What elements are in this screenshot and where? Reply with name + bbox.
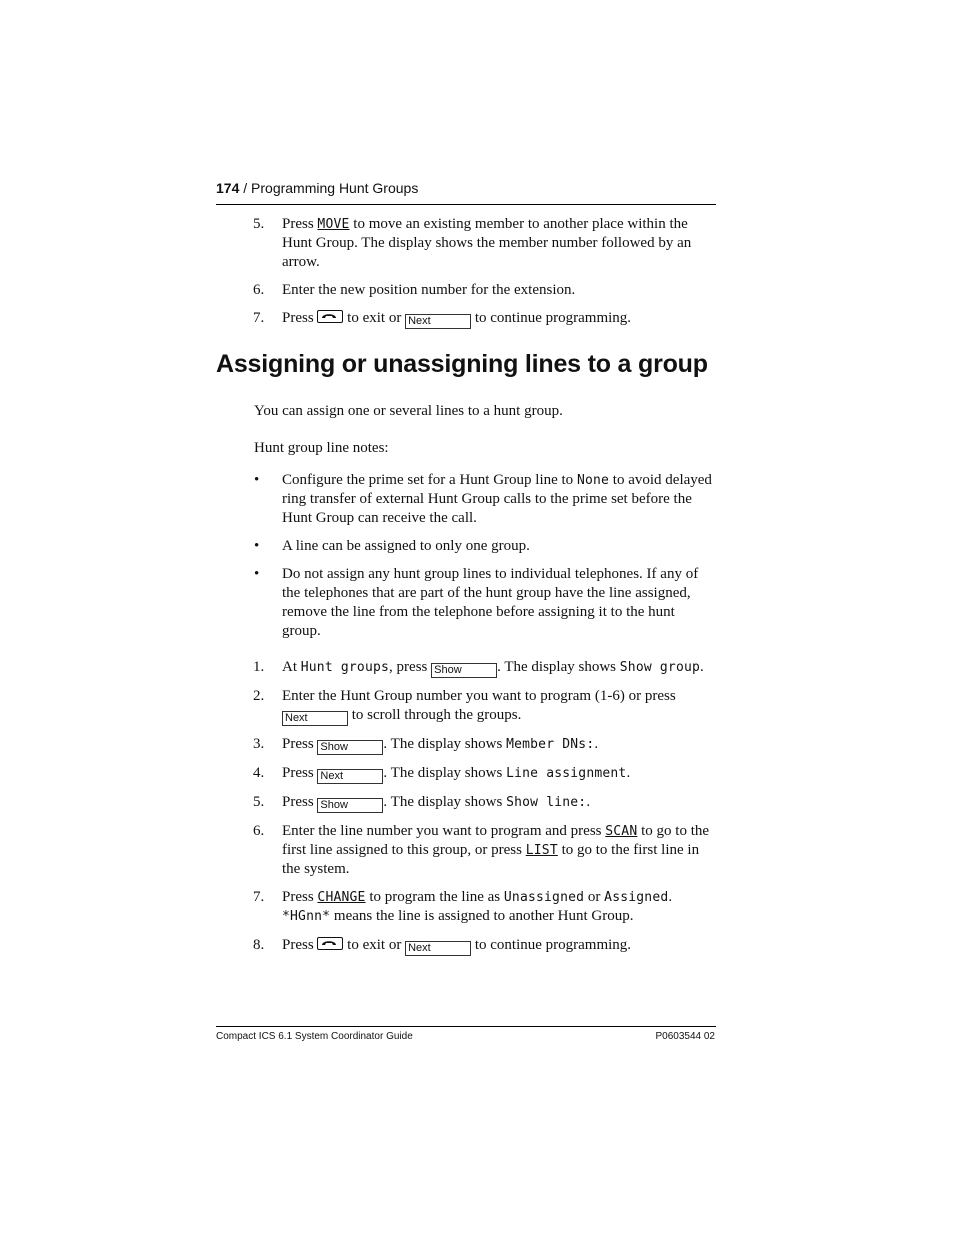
continued-steps (216, 215, 716, 329)
step-5-move: 5. Press MOVE to move an existing member to another place within the Hunt Group. The display shows the member number followed by an arrow. (253, 216, 692, 270)
step-6-position: 6. Enter the new position number for the extension. (253, 282, 576, 298)
page-header (216, 180, 716, 205)
telephone-handset-release-icon (317, 310, 343, 323)
note-prime-set: • Configure the prime set for a Hunt Group line to None to avoid delayed ring transfer of external Hunt Group calls to the prime set before the Hunt Group can receive the call. (254, 472, 712, 526)
note-one-group: • A line can be assigned to only one group. (254, 538, 530, 554)
section-title: / Programming Hunt Groups (243, 180, 419, 196)
step-2: 2. Enter the Hunt Group number you want to program (1-6) or press Next to scroll through the groups. (253, 688, 676, 724)
next-softkey: Next (405, 941, 471, 956)
step-6: 6. Enter the line number you want to program and press SCAN to go to the first line assigned to this group, or press LIST to go to the first line in the system. (253, 823, 710, 877)
show-softkey: Show (431, 663, 497, 678)
notes-list (216, 471, 716, 641)
page-footer (216, 1026, 716, 1042)
next-softkey: Next (282, 711, 348, 726)
procedure-steps (216, 658, 716, 956)
step-7-exit: 7. Press to exit or Next to continue programming. (253, 310, 632, 327)
next-softkey: Next (317, 769, 383, 784)
telephone-handset-release-icon (317, 937, 343, 950)
footer-doc-number: P0603544 02 (655, 1031, 715, 1042)
next-softkey: Next (405, 314, 471, 329)
page-number: 174 (216, 180, 240, 196)
step-8: 8. Press to exit or Next to continue programming. (253, 937, 632, 954)
notes-label: Hunt group line notes: (254, 440, 389, 456)
move-softkey-label: MOVE (317, 217, 350, 232)
step-7: 7. Press CHANGE to program the line as Unassigned or Assigned. *HGnn* means the line is assigned to another Hunt Group. (253, 889, 673, 924)
step-1: 1. At Hunt groups, press Show . The display shows Show group. (253, 659, 704, 676)
step-3: 3. Press Show . The display shows Member DNs:. (253, 736, 599, 753)
section-heading: Assigning or unassigning lines to a group (216, 350, 708, 378)
step-4: 4. Press Next . The display shows Line assignment. (253, 765, 631, 782)
footer-title: Compact ICS 6.1 System Coordinator Guide (216, 1031, 413, 1042)
show-softkey: Show (317, 798, 383, 813)
intro-paragraph: You can assign one or several lines to a hunt group. (254, 403, 563, 419)
step-5: 5. Press Show . The display shows Show line:. (253, 794, 591, 811)
note-individual-telephones: • Do not assign any hunt group lines to individual telephones. If any of the telephones that are part of the hunt group have the line assigned, remove the line from the telephone before assigning it to the hunt group. (254, 566, 699, 639)
show-softkey: Show (317, 740, 383, 755)
